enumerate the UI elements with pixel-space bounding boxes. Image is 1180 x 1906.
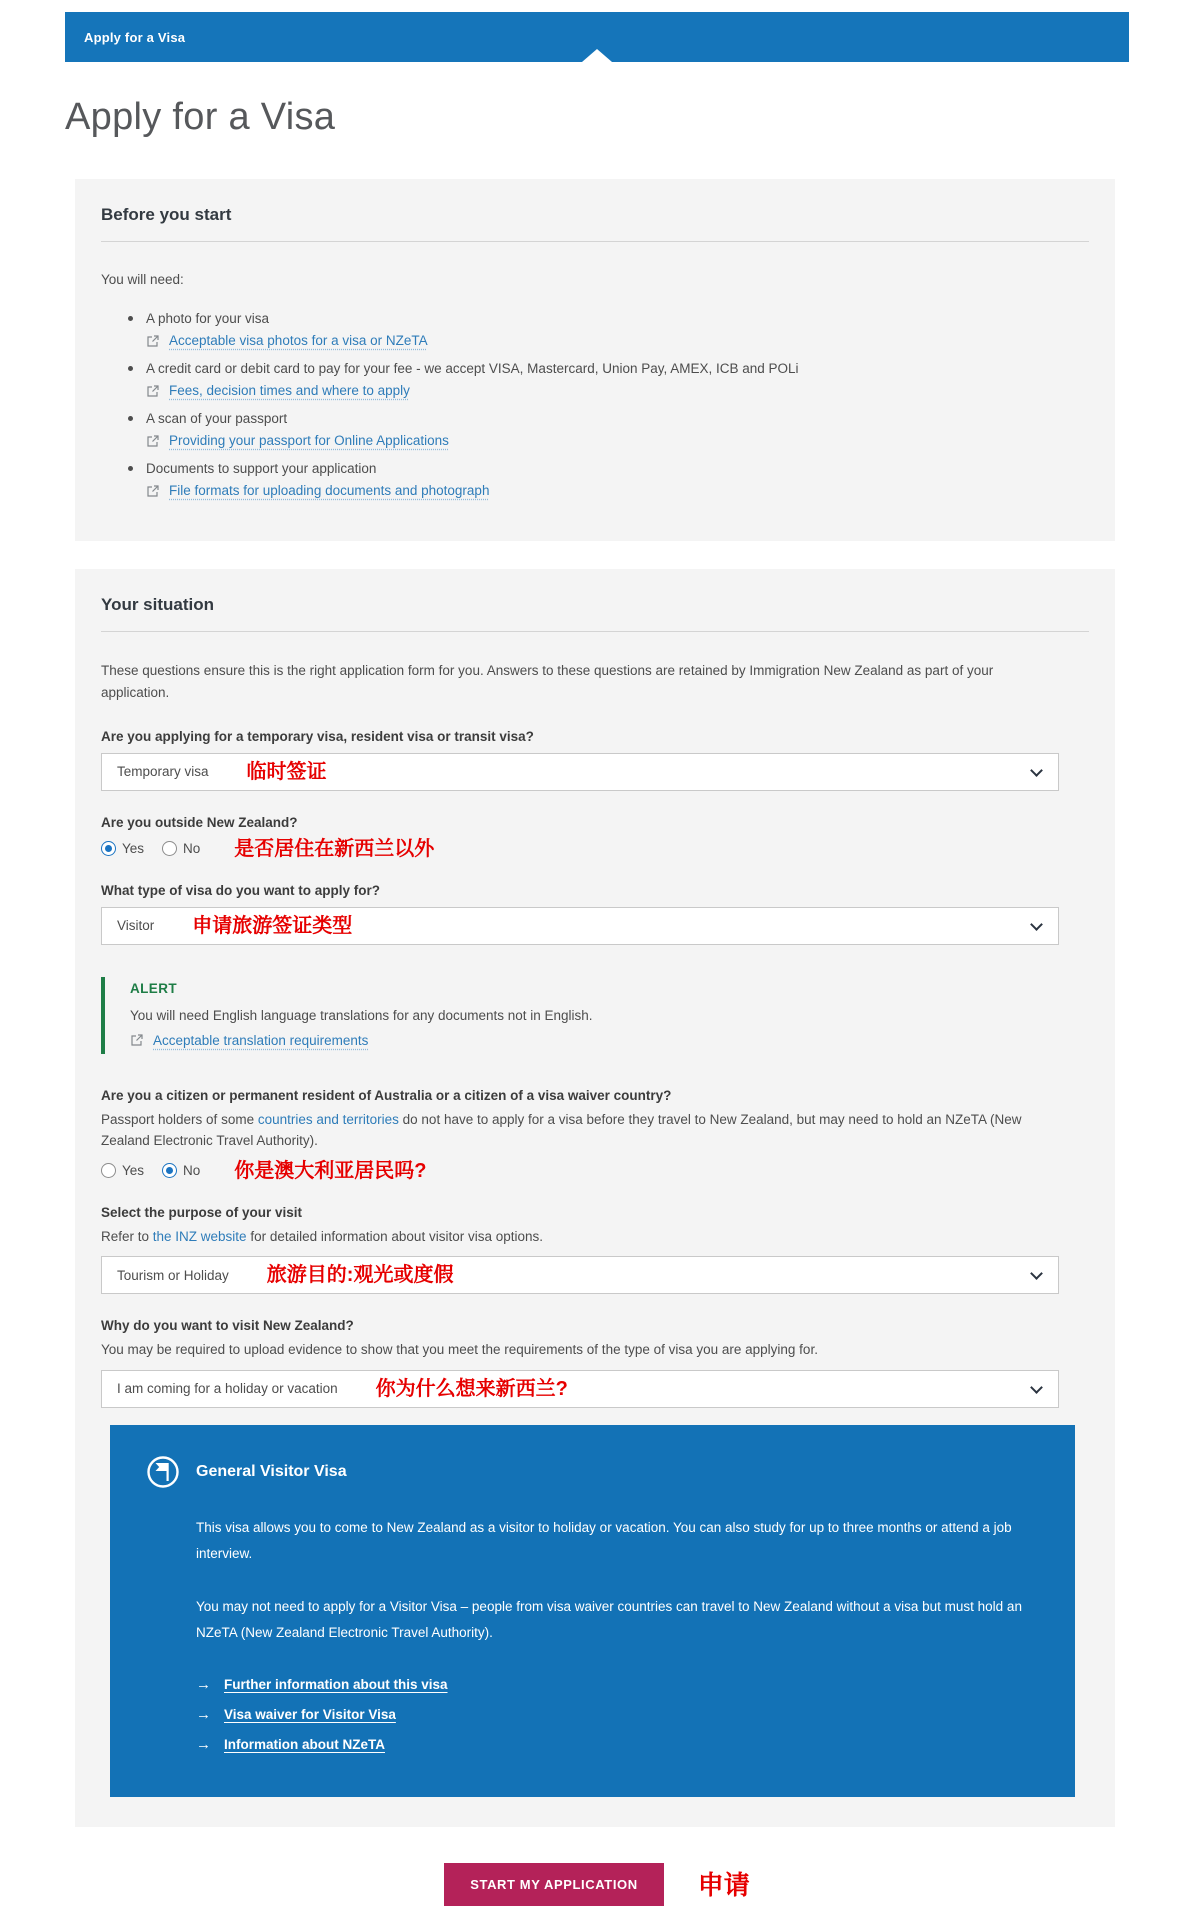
your-situation-heading: Your situation [101, 595, 215, 614]
waiver-annotation: 你是澳大利亚居民吗? [234, 1159, 427, 1182]
callout-links [196, 1676, 1039, 1753]
outside-nz-no-label: No [183, 841, 201, 857]
situation-intro: These questions ensure this is the right application form for you. Answers to these questions are retained by Immigration New Zealand as part of your application. [101, 663, 994, 701]
waiver-yes-label: Yes [122, 1163, 145, 1179]
why-visit-value: I am coming for a holiday or vacation [117, 1381, 338, 1397]
chevron-down-icon [1030, 1381, 1043, 1394]
you-will-need-text: You will need: [101, 272, 184, 287]
outside-nz-question: Are you outside New Zealand? [101, 814, 298, 830]
before-you-start-section [75, 179, 1115, 541]
arrow-right-icon: → [196, 1706, 211, 1724]
passport-link[interactable]: Providing your passport for Online Applications [169, 433, 449, 448]
file-formats-link[interactable]: File formats for uploading documents and photograph [169, 483, 490, 498]
translation-alert [101, 977, 1089, 1054]
chevron-down-icon [1030, 1267, 1043, 1280]
purpose-annotation: 旅游目的:观光或度假 [266, 1264, 454, 1287]
visa-category-question: Are you applying for a temporary visa, resident visa or transit visa? [101, 728, 534, 744]
before-you-start-heading: Before you start [101, 205, 232, 224]
flag-icon [146, 1455, 180, 1489]
requirement-text: Documents to support your application [146, 461, 377, 476]
external-link-icon [146, 384, 160, 398]
purpose-value: Tourism or Holiday [117, 1267, 229, 1283]
waiver-help-text: Passport holders of some countries and territories do not have to apply for a visa before they travel to New Zealand, but may need to hold an NZeTA (New Zealand Electronic Travel Authority). [101, 1111, 1022, 1149]
requirement-text: A photo for your visa [146, 311, 270, 326]
general-visitor-visa-callout [110, 1425, 1075, 1797]
outside-nz-yes-label: Yes [122, 841, 145, 857]
external-link-icon [130, 1033, 144, 1047]
outside-nz-yes-radio[interactable] [101, 841, 116, 856]
alert-title: ALERT [130, 980, 177, 996]
waiver-yes-radio[interactable] [101, 1163, 116, 1178]
outside-nz-annotation: 是否居住在新西兰以外 [234, 837, 435, 860]
list-item [101, 461, 1089, 498]
start-my-application-button[interactable]: START MY APPLICATION [444, 1863, 664, 1906]
inz-website-link[interactable]: the INZ website [152, 1228, 247, 1244]
translation-requirements-link[interactable]: Acceptable translation requirements [153, 1032, 369, 1048]
purpose-question: Select the purpose of your visit [101, 1204, 303, 1220]
section-divider [101, 241, 1089, 242]
your-situation-section [75, 569, 1115, 1827]
requirement-text: A credit card or debit card to pay for your fee - we accept VISA, Mastercard, Union Pay, AMEX, ICB and POLi [146, 361, 799, 376]
purpose-select[interactable] [101, 1256, 1059, 1294]
nzeta-information-link[interactable]: Information about NZeTA [224, 1737, 385, 1753]
waiver-radio-group [101, 1161, 1089, 1181]
tab-apply-for-a-visa[interactable]: Apply for a Visa [84, 29, 186, 45]
alert-text: You will need English language translations for any documents not in English. [130, 1007, 593, 1023]
visa-type-value: Visitor [117, 918, 155, 934]
further-information-link[interactable]: Further information about this visa [224, 1677, 448, 1693]
callout-paragraph-2: You may not need to apply for a Visitor Visa – people from visa waiver countries can travel to New Zealand without a visa but must hold an NZeTA (New Zealand Electronic Travel Authority). [196, 1598, 1022, 1640]
chevron-down-icon [1030, 764, 1043, 777]
requirement-text: A scan of your passport [146, 411, 288, 426]
waiver-no-label: No [183, 1163, 201, 1179]
external-link-icon [146, 434, 160, 448]
visa-type-annotation: 申请旅游签证类型 [192, 914, 353, 937]
external-link-icon [146, 334, 160, 348]
waiver-no-radio[interactable] [162, 1163, 177, 1178]
waiver-question: Are you a citizen or permanent resident of Australia or a citizen of a visa waiver country? [101, 1087, 672, 1103]
arrow-right-icon: → [196, 1676, 211, 1694]
why-visit-question: Why do you want to visit New Zealand? [101, 1318, 354, 1334]
bullet-icon [128, 416, 133, 421]
bullet-icon [128, 316, 133, 321]
external-link-icon [146, 484, 160, 498]
purpose-help-text: Refer to the INZ website for detailed information about visitor visa options. [101, 1228, 543, 1244]
countries-territories-link[interactable]: countries and territories [257, 1111, 399, 1127]
list-item [101, 311, 1089, 348]
visa-category-value: Temporary visa [117, 764, 209, 780]
visa-waiver-link[interactable]: Visa waiver for Visitor Visa [224, 1707, 396, 1723]
list-item [101, 361, 1089, 398]
arrow-right-icon: → [196, 1736, 211, 1754]
page-container [65, 12, 1129, 1906]
bullet-icon [128, 366, 133, 371]
why-visit-help-text: You may be required to upload evidence to show that you meet the requirements of the type of visa you are applying for. [101, 1342, 818, 1358]
bullet-icon [128, 466, 133, 471]
start-button-annotation: 申请 [697, 1869, 750, 1900]
visa-type-question: What type of visa do you want to apply for? [101, 882, 381, 898]
page-title: Apply for a Visa [65, 96, 336, 138]
visa-category-annotation: 临时签证 [246, 760, 327, 783]
chevron-down-icon [1030, 918, 1043, 931]
visa-category-select[interactable] [101, 753, 1059, 791]
outside-nz-radio-group [101, 839, 1089, 859]
section-divider [101, 631, 1089, 632]
visa-type-select[interactable] [101, 907, 1059, 945]
callout-paragraph-1: This visa allows you to come to New Zealand as a visitor to holiday or vacation. You can also study for up to three months or attend a job interview. [196, 1519, 1012, 1562]
why-visit-annotation: 你为什么想来新西兰? [375, 1377, 568, 1400]
outside-nz-no-radio[interactable] [162, 841, 177, 856]
why-visit-select[interactable] [101, 1370, 1059, 1408]
active-tab-notch [582, 49, 612, 62]
callout-title: General Visitor Visa [196, 1462, 347, 1480]
list-item [101, 411, 1089, 448]
photos-requirements-link[interactable]: Acceptable visa photos for a visa or NZeTA [169, 333, 428, 348]
footer-actions [65, 1863, 1129, 1906]
top-tab-bar [65, 12, 1129, 62]
fees-link[interactable]: Fees, decision times and where to apply [169, 383, 410, 398]
requirements-list [101, 311, 1089, 498]
